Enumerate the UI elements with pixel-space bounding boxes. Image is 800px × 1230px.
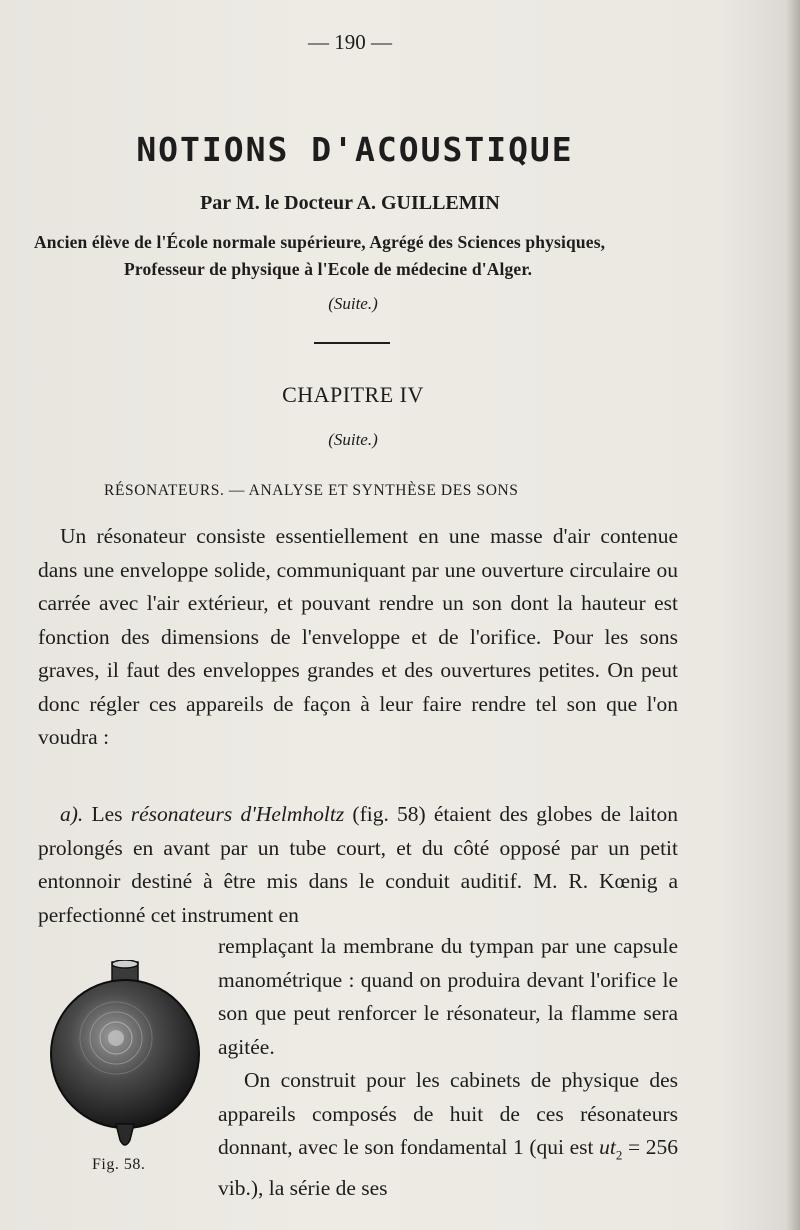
math-subscript: 2 — [615, 1147, 623, 1163]
paragraph-2-text: (fig. 58) étaient des globes de laiton prolongés en avant par un tube court, et du côté opposé par un petit entonnoir destiné à être mis dans le conduit auditif. M. R. Kœnig a perfectionné cet instrument en — [38, 802, 679, 927]
italic-term-1: résonateurs — [130, 802, 233, 826]
chapter-heading: CHAPITRE IV — [282, 382, 424, 407]
title-rule — [314, 342, 390, 344]
affiliation-line-1: Ancien élève de l'École normale supérieure, Agrégé des Sciences physiques, — [34, 232, 606, 252]
paragraph-2-lead: Les — [91, 802, 123, 826]
page-edge-shadow — [786, 0, 800, 1230]
math-variable: ut — [599, 1135, 616, 1159]
chapter-suite-label: (Suite.) — [328, 430, 378, 449]
italic-term-2: d'Helmholtz — [240, 802, 345, 826]
highlight-spot — [108, 1030, 124, 1046]
resonator-globe-shape — [51, 980, 199, 1128]
paragraph-3-after: = 256 vib.), la série de ses — [218, 1135, 678, 1200]
article-title: NOTIONS D'ACOUSTIQUE — [136, 130, 574, 169]
paragraph-3 — [218, 1064, 678, 1205]
paragraph-3-before: On construit pour les cabinets de physique des appareils composés de huit de ces résonateurs donnant, avec le son fondamental 1 (qui est — [218, 1068, 678, 1159]
helmholtz-resonator-figure — [50, 960, 210, 1160]
resonator-opening-shape — [112, 960, 138, 968]
paragraph-2-marker: a). — [60, 802, 84, 826]
author-line: Par M. le Docteur A. GUILLEMIN — [200, 192, 500, 214]
suite-label: (Suite.) — [328, 294, 378, 313]
paragraph-2 — [38, 798, 678, 932]
section-heading: RÉSONATEURS. — ANALYSE ET SYNTHÈSE DES SONS — [104, 482, 519, 499]
figure-caption: Fig. 58. — [92, 1156, 146, 1173]
paragraph-1: Un résonateur consiste essentiellement en une masse d'air contenue dans une enveloppe solide, communiquant par une ouverture circulaire ou carrée avec l'air extérieur, et pouvant rendre un son dont la hauteur est fonction des dimensions de l'enveloppe et de l'orifice. Pour les sons graves, il faut des enveloppes grandes et des ouvertures petites. On peut donc régler ces appareils de façon à leur faire rendre tel son que l'on voudra : — [38, 524, 678, 749]
page-number: — 190 — — [308, 30, 392, 54]
paragraph-2-continued: remplaçant la membrane du tympan par une capsule manométrique : quand on produira devant l'orifice le son que peut renforcer le résonateur, la flamme sera agitée. — [218, 934, 678, 1059]
affiliation-line-2: Professeur de physique à l'Ecole de médecine d'Alger. — [124, 259, 533, 279]
resonator-funnel-shape — [116, 1124, 134, 1145]
